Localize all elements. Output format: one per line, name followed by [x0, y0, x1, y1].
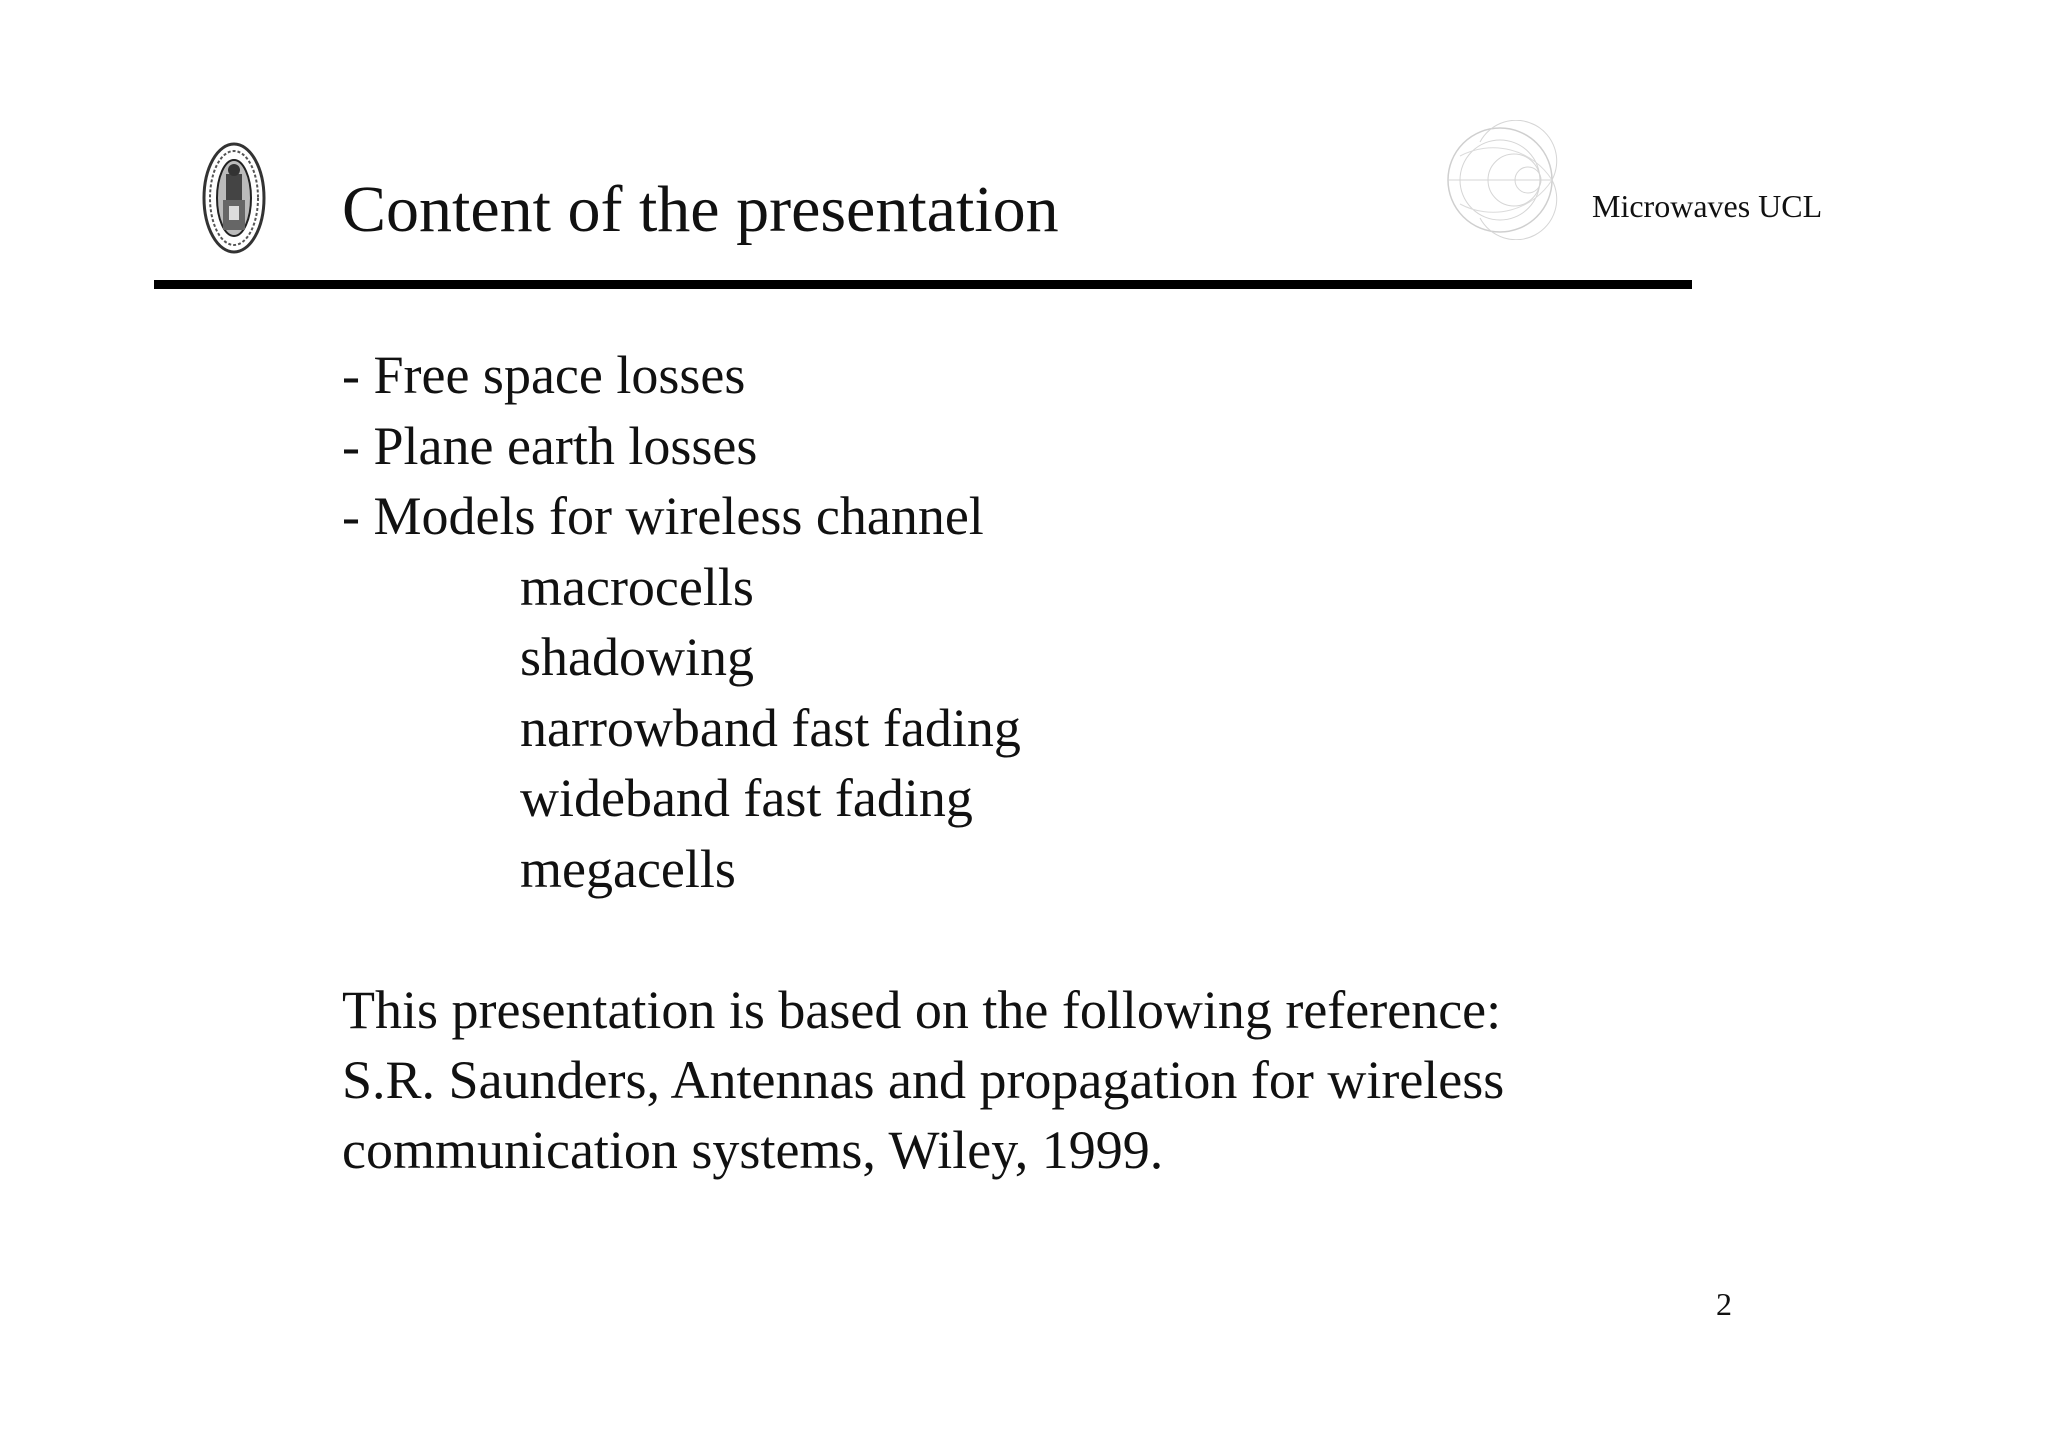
list-item: narrowband fast fading	[520, 697, 1021, 758]
list-item: wideband fast fading	[520, 768, 973, 828]
agenda-list	[342, 340, 1021, 904]
university-seal-icon	[200, 140, 268, 256]
title-divider	[154, 280, 1692, 289]
list-item: - Plane earth losses	[342, 415, 758, 476]
list-item: - Models for wireless channel	[342, 486, 984, 546]
page-number: 2	[1716, 1286, 1732, 1322]
list-item: megacells	[520, 838, 736, 899]
reference-text	[342, 975, 1504, 1185]
page-title: Content of the presentation	[342, 173, 1059, 246]
reference-line: This presentation is based on the following reference:	[342, 980, 1502, 1040]
list-item: shadowing	[520, 627, 754, 687]
list-item: - Free space losses	[342, 345, 746, 405]
organization-label: Microwaves UCL	[1592, 188, 1823, 224]
smith-chart-icon	[1440, 120, 1560, 240]
reference-line: communication systems, Wiley, 1999.	[342, 1120, 1164, 1180]
reference-line: S.R. Saunders, Antennas and propagation for wireless	[342, 1050, 1505, 1110]
list-item: macrocells	[520, 556, 754, 617]
